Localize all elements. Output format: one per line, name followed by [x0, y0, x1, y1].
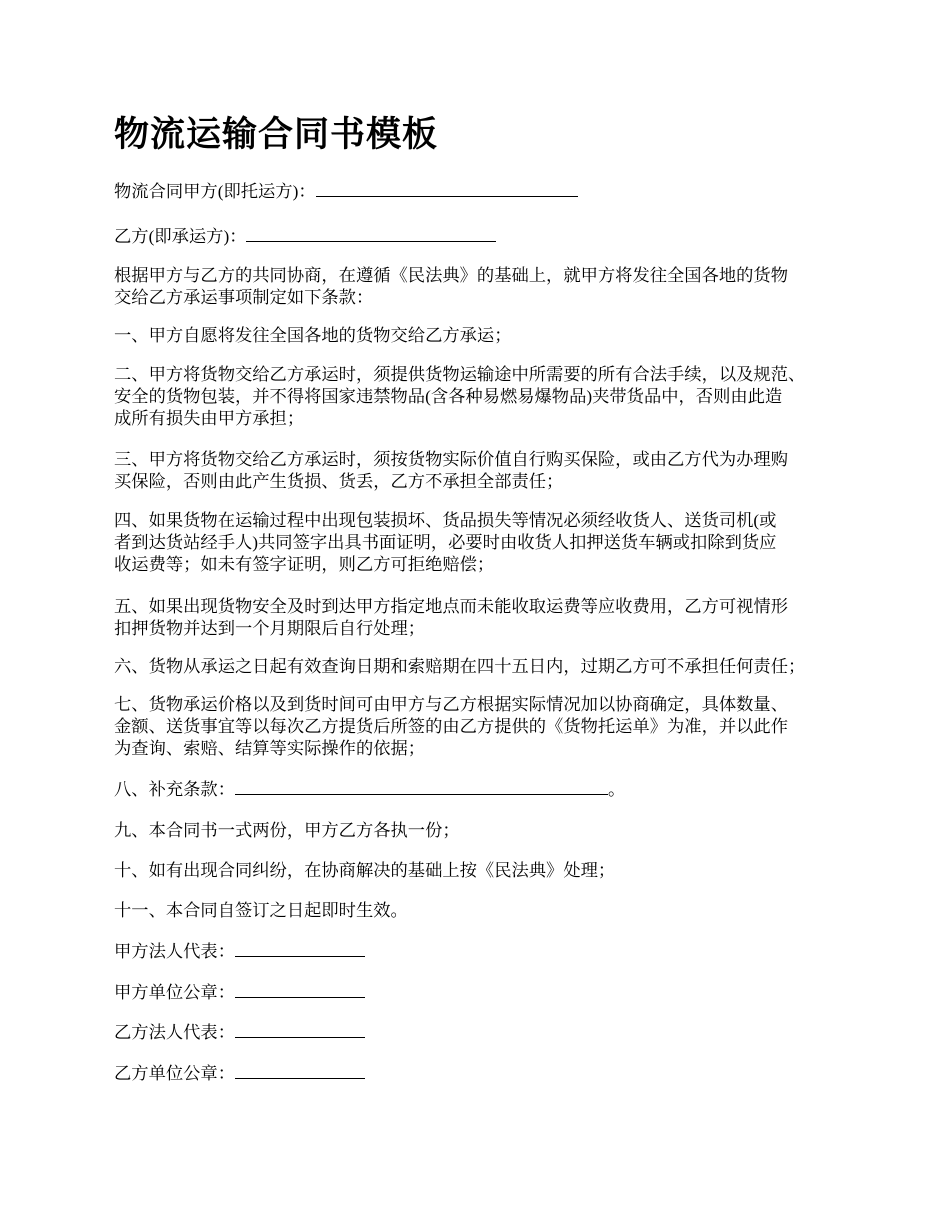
clause-line: 买保险，否则由此产生货损、货丢，乙方不承担全部责任； [114, 472, 564, 491]
signature-b-rep-label: 乙方法人代表： [114, 1023, 235, 1042]
clause-9 [114, 820, 854, 842]
clause-line: 四、如果货物在运输过程中出现包装损坏、货品损失等情况必须经收货人、送货司机(或 [114, 511, 777, 530]
signature-a-seal-label: 甲方单位公章： [114, 983, 235, 1002]
clause-8-suffix: 。 [607, 780, 626, 799]
supplementary-terms-blank[interactable] [235, 779, 608, 795]
intro-line: 根据甲方与乙方的共同协商，在遵循《民法典》的基础上，就甲方将发往全国各地的货物 [114, 266, 788, 285]
signature-b-seal-label: 乙方单位公章： [114, 1064, 235, 1083]
signature-a-rep-blank[interactable] [235, 941, 365, 957]
clause-1 [114, 325, 854, 347]
intro-line: 交给乙方承运事项制定如下条款： [114, 288, 374, 307]
signature-a-rep [114, 941, 854, 963]
intro-paragraph [114, 265, 854, 309]
clause-8 [114, 779, 854, 801]
signature-b-seal-blank[interactable] [235, 1063, 365, 1079]
signature-a-seal-blank[interactable] [235, 982, 365, 998]
clause-6 [114, 656, 854, 678]
clause-line: 二、甲方将货物交给乙方承运时，须提供货物运输途中所需要的所有合法手续，以及规范、 [114, 365, 806, 384]
clause-line: 收运费等；如未有签字证明，则乙方可拒绝赔偿； [114, 555, 495, 574]
party-a-label: 物流合同甲方(即托运方)： [114, 182, 316, 201]
clause-line: 者到达货站经手人)共同签字出具书面证明，必要时由收货人扣押送货车辆或扣除到货应 [114, 533, 777, 552]
party-b-label: 乙方(即承运方)： [114, 227, 247, 246]
clause-line: 扣押货物并达到一个月期限后自行处理； [114, 619, 426, 638]
party-b-blank[interactable] [246, 226, 496, 242]
clause-line: 九、本合同书一式两份，甲方乙方各执一份； [114, 821, 460, 840]
clause-line: 十一、本合同自签订之日起即时生效。 [114, 901, 408, 920]
clause-7 [114, 694, 854, 760]
clause-line: 五、如果出现货物安全及时到达甲方指定地点而未能收取运费等应收费用，乙方可视情形 [114, 597, 788, 616]
clause-line: 七、货物承运价格以及到货时间可由甲方与乙方根据实际情况加以协商确定，具体数量、 [114, 695, 788, 714]
party-b-line [114, 226, 854, 248]
signature-b-seal [114, 1063, 854, 1085]
clause-8-label: 八、补充条款： [114, 780, 235, 799]
clause-line: 金额、送货事宜等以每次乙方提货后所签的由乙方提供的《货物托运单》为准，并以此作 [114, 717, 788, 736]
clause-line: 三、甲方将货物交给乙方承运时，须按货物实际价值自行购买保险，或由乙方代为办理购 [114, 450, 788, 469]
signature-b-rep-blank[interactable] [235, 1022, 365, 1038]
clause-line: 成所有损失由甲方承担； [114, 409, 305, 428]
clause-line: 六、货物从承运之日起有效查询日期和索赔期在四十五日内，过期乙方可不承担任何责任； [114, 657, 806, 676]
clause-3 [114, 449, 854, 493]
party-a-blank[interactable] [316, 181, 578, 197]
clause-line: 为查询、索赔、结算等实际操作的依据； [114, 739, 426, 758]
clause-line: 安全的货物包装，并不得将国家违禁物品(含各种易燃易爆物品)夹带货品中，否则由此造 [114, 387, 783, 406]
clause-line: 十、如有出现合同纠纷，在协商解决的基础上按《民法典》处理； [114, 861, 616, 880]
signature-a-seal [114, 982, 854, 1004]
party-a-line [114, 181, 854, 203]
signature-a-rep-label: 甲方法人代表： [114, 942, 235, 961]
signature-b-rep [114, 1022, 854, 1044]
clause-10 [114, 860, 854, 882]
clause-line: 一、甲方自愿将发往全国各地的货物交给乙方承运； [114, 326, 512, 345]
clause-5 [114, 596, 854, 640]
clause-2 [114, 364, 854, 430]
document-title: 物流运输合同书模板 [114, 115, 439, 155]
clause-11 [114, 900, 854, 922]
clause-4 [114, 510, 854, 576]
